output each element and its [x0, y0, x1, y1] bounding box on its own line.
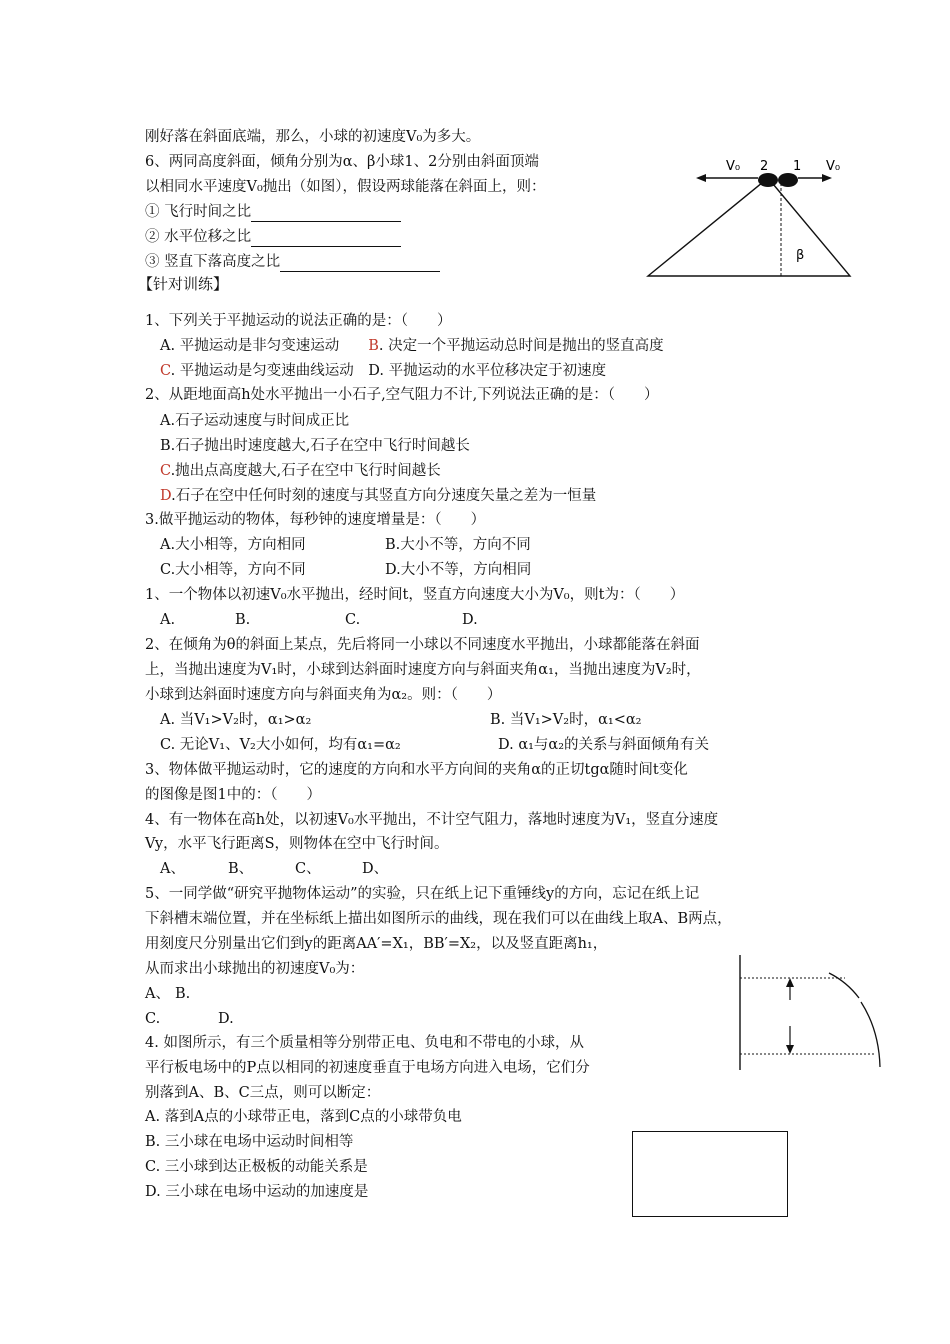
q3-option-a: A.大小相等，方向相同 [160, 537, 306, 553]
trajectory-curve-upper [829, 973, 859, 998]
q4b-option-c: C、 [295, 861, 321, 877]
slopes-outline [648, 178, 850, 276]
q4b-option-a: A、 [160, 861, 185, 877]
v0-left-label: V₀ [726, 159, 741, 174]
question-6-line1: 6、两同高度斜面，倾角分别为α、β小球1、2分别由斜面顶端 [145, 154, 539, 170]
q4b-option-d: D、 [362, 861, 389, 877]
q5b-option-d: D. [218, 1011, 234, 1027]
question-5b-line3: 用刻度尺分别量出它们到y的距离AA′=X₁，BB′=X₂，以及竖直距离h₁， [145, 936, 608, 952]
ball-1-icon [778, 173, 798, 187]
q2b-option-a: A. 当V₁>V₂时，α₁>α₂ [160, 712, 312, 728]
question-2b-line3: 小球到达斜面时速度方向与斜面夹角为α₂。则：（ ） [145, 687, 502, 703]
text-line: 刚好落在斜面底端，那么，小球的初速度V₀为多大。 [145, 129, 481, 145]
question-3b-line2: 的图像是图1中的：（ ） [145, 787, 321, 803]
arrowhead-down-icon [786, 1045, 794, 1054]
section-heading: 【针对训练】 [138, 275, 229, 293]
q2-option-d: D.石子在空中任何时刻的速度与其竖直方向分速度矢量之差为一恒量 [160, 488, 597, 504]
question-2b-line2: 上，当抛出速度为V₁时，小球到达斜面时速度方向与斜面夹角α₁，当抛出速度为V₂时， [145, 662, 701, 678]
q6-item-3 [145, 252, 440, 272]
q1-options-ab: A. 平抛运动是非匀变速运动 B. 决定一个平抛运动总时间是抛出的竖直高度 [160, 338, 664, 354]
q6-item-1-label: ① 飞行时间之比 [145, 204, 252, 220]
question-2: 2、从距地面高h处水平抛出一小石子,空气阻力不计,下列说法正确的是：（ ） [145, 387, 659, 403]
q3-option-d: D.大小不等，方向相同 [385, 562, 532, 578]
q4c-option-a: A. 落到A点的小球带正电，落到C点的小球带负电 [145, 1109, 462, 1125]
q6-item-1 [145, 202, 401, 222]
q6-item-2-label: ② 水平位移之比 [145, 229, 252, 245]
q5b-option-a: A、 [145, 986, 170, 1002]
right-arrowhead-icon [822, 174, 832, 182]
ball-2-label: 2 [760, 159, 769, 174]
question-6-line2: 以相同水平速度V₀抛出（如图），假设两球能落在斜面上，则： [145, 179, 546, 195]
trajectory-figure [725, 950, 885, 1075]
slopes-figure [640, 150, 860, 285]
question-5b-line2: 下斜槽末端位置，并在坐标纸上描出如图所示的曲线，现在我们可以在曲线上取A、B两点， [145, 911, 732, 927]
question-5b-line4: 从而求出小球抛出的初速度V₀为： [145, 961, 365, 977]
q4c-option-c: C. 三小球到达正极板的动能关系是 [145, 1159, 368, 1175]
answer-blank[interactable] [251, 205, 401, 222]
q5b-option-b: B. [175, 986, 191, 1002]
q1b-option-d: D. [462, 612, 478, 628]
q4b-option-b: B、 [228, 861, 254, 877]
q3-option-b: B.大小不等，方向不同 [385, 537, 531, 553]
question-3: 3.做平抛运动的物体，每秒钟的速度增量是：（ ） [145, 512, 486, 528]
ball-1-label: 1 [793, 159, 802, 174]
q2b-option-d: D. α₁与α₂的关系与斜面倾角有关 [498, 737, 710, 753]
question-3b-line1: 3、物体做平抛运动时，它的速度的方向和水平方向间的夹角α的正切tgα随时间t变化 [145, 762, 688, 778]
question-4b-line1: 4、有一物体在高h处，以初速V₀水平抛出，不计空气阻力，落地时速度为V₁，竖直分速度 [145, 812, 719, 828]
q1b-option-c: C. [345, 612, 361, 628]
left-arrowhead-icon [696, 174, 706, 182]
q2b-option-b: B. 当V₁>V₂时，α₁<α₂ [490, 712, 642, 728]
q2b-option-c: C. 无论V₁、V₂大小如何，均有α₁=α₂ [160, 737, 401, 753]
beta-label: β [796, 248, 805, 263]
v0-right-label: V₀ [826, 159, 841, 174]
q4c-option-b: B. 三小球在电场中运动时间相等 [145, 1134, 354, 1150]
question-2b-line1: 2、在倾角为θ的斜面上某点，先后将同一小球以不同速度水平抛出，小球都能落在斜面 [145, 637, 700, 653]
q2-option-a: A.石子运动速度与时间成正比 [160, 413, 350, 429]
question-4c-line3: 别落到A、B、C三点，则可以断定： [145, 1085, 381, 1101]
question-1b: 1、一个物体以初速V₀水平抛出，经时间t，竖直方向速度大小为V₀，则t为：（ ） [145, 587, 685, 603]
answer-blank[interactable] [280, 255, 440, 272]
trajectory-curve-lower [861, 1002, 880, 1067]
arrowhead-up-icon [786, 978, 794, 987]
question-4c-line1: 4. 如图所示，有三个质量相等分别带正电、负电和不带电的小球，从 [145, 1035, 584, 1051]
q2-option-c: C.抛出点高度越大,石子在空中飞行时间越长 [160, 463, 441, 479]
question-5b-line1: 5、一同学做“研究平抛物体运动”的实验，只在纸上记下重锤线y的方向，忘记在纸上记 [145, 886, 700, 902]
ball-2-icon [758, 173, 778, 187]
q6-item-3-label: ③ 竖直下落高度之比 [145, 254, 281, 270]
answer-blank[interactable] [251, 230, 401, 247]
q3-option-c: C.大小相等，方向不同 [160, 562, 306, 578]
q2-option-b: B.石子抛出时速度越大,石子在空中飞行时间越长 [160, 438, 470, 454]
question-4c-line2: 平行板电场中的P点以相同的初速度垂直于电场方向进入电场，它们分 [145, 1060, 590, 1076]
question-1: 1、下列关于平抛运动的说法正确的是：（ ） [145, 313, 452, 329]
figure-box [632, 1131, 788, 1217]
question-4b-line2: Vy，水平飞行距离S，则物体在空中飞行时间。 [145, 836, 449, 852]
q6-item-2 [145, 227, 401, 247]
q4c-option-d: D. 三小球在电场中运动的加速度是 [145, 1184, 369, 1200]
q1b-option-b: B. [235, 612, 251, 628]
q1-options-cd: C. 平抛运动是匀变速曲线运动 D. 平抛运动的水平位移决定于初速度 [160, 363, 607, 379]
q5b-option-c: C. [145, 1011, 161, 1027]
q1b-option-a: A. [160, 612, 176, 628]
